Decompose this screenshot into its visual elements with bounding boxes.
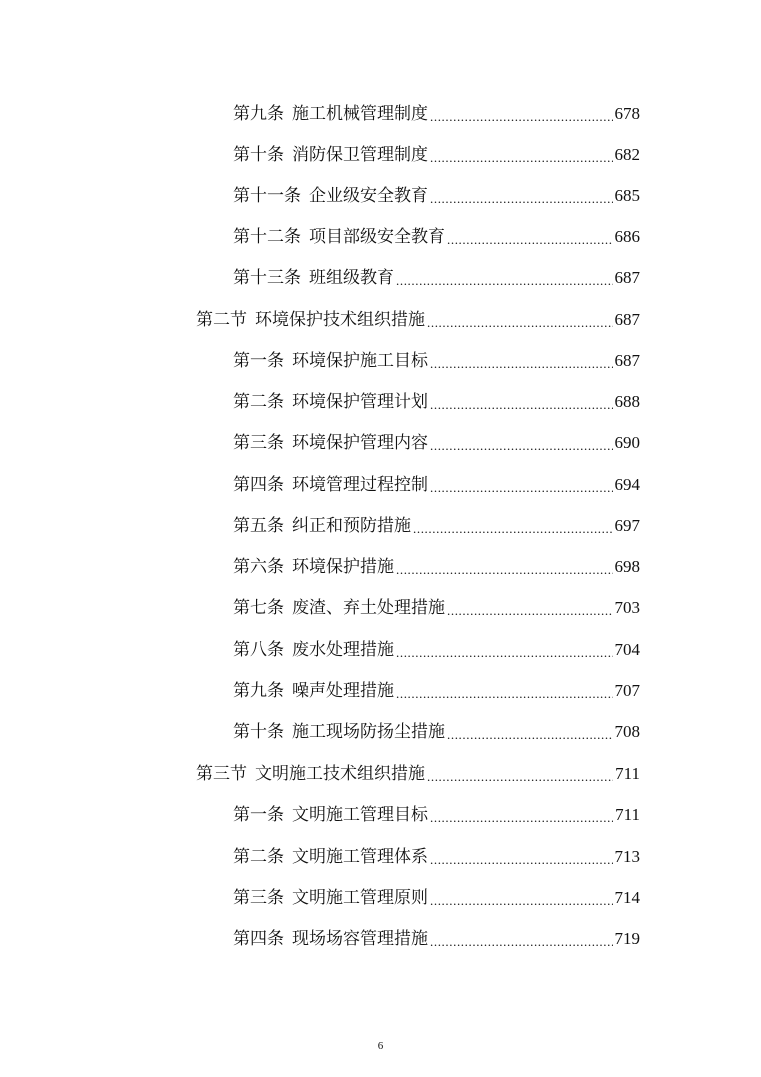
- toc-entry-page: 687: [614, 351, 640, 370]
- toc-entry-title: 文明施工管理原则: [292, 888, 428, 908]
- toc-entry[interactable]: [233, 259, 640, 289]
- toc-entry-title: 环境保护管理内容: [292, 433, 428, 453]
- toc-entry-page: 713: [614, 847, 640, 866]
- toc-entry-title: 环境保护管理计划: [292, 392, 428, 412]
- toc-entry[interactable]: [233, 136, 640, 166]
- toc-entry-number: 第八条: [233, 640, 284, 660]
- toc-entry-page: 697: [614, 516, 640, 535]
- toc-entry-page: 685: [614, 186, 640, 205]
- toc-entry-number: 第九条: [233, 104, 284, 124]
- toc-entry-title: 环境管理过程控制: [292, 475, 428, 495]
- toc-entry-number: 第一条: [233, 351, 284, 371]
- toc-entry-number: 第七条: [233, 598, 284, 618]
- toc-entry-number: 第四条: [233, 475, 284, 495]
- toc-entry-title: 文明施工管理体系: [292, 847, 428, 867]
- toc-entry[interactable]: [233, 177, 640, 207]
- toc-entry[interactable]: [233, 424, 640, 454]
- toc-entry-title: 企业级安全教育: [309, 186, 428, 206]
- dot-leader: [413, 515, 613, 537]
- dot-leader: [430, 185, 613, 207]
- toc-entry-title: 施工现场防扬尘措施: [292, 722, 445, 742]
- toc-section-entry[interactable]: [196, 301, 640, 331]
- dot-leader: [447, 226, 613, 248]
- toc-entry-title: 班组级教育: [309, 268, 394, 288]
- toc-entry-page: 682: [614, 145, 640, 164]
- dot-leader: [447, 597, 613, 619]
- toc-entry-title: 废渣、弃土处理措施: [292, 598, 445, 618]
- toc-entry-title: 环境保护技术组织措施: [255, 310, 425, 330]
- dot-leader: [430, 474, 613, 496]
- toc-entry[interactable]: [233, 548, 640, 578]
- toc-entry-page: 690: [614, 433, 640, 452]
- dot-leader: [430, 887, 613, 909]
- toc-entry-page: 678: [614, 104, 640, 123]
- dot-leader: [396, 267, 613, 289]
- toc-entry-page: 708: [614, 722, 640, 741]
- toc-entry-number: 第三节: [196, 764, 247, 784]
- toc-entry-number: 第三条: [233, 888, 284, 908]
- toc-entry-number: 第六条: [233, 557, 284, 577]
- toc-entry-page: 698: [614, 557, 640, 576]
- toc-entry-title: 噪声处理措施: [292, 681, 394, 701]
- toc-entry-page: 694: [614, 475, 640, 494]
- toc-entry[interactable]: [233, 466, 640, 496]
- toc-entry[interactable]: [233, 589, 640, 619]
- toc-entry-page: 704: [614, 640, 640, 659]
- toc-entry-number: 第十一条: [233, 186, 301, 206]
- toc-entry-number: 第二节: [196, 310, 247, 330]
- toc-entry-number: 第三条: [233, 433, 284, 453]
- dot-leader: [430, 350, 613, 372]
- toc-entry[interactable]: [233, 631, 640, 661]
- toc-entry[interactable]: [233, 672, 640, 702]
- dot-leader: [396, 680, 613, 702]
- toc-entry-title: 文明施工管理目标: [292, 805, 428, 825]
- toc-entry-number: 第五条: [233, 516, 284, 536]
- toc-entry-page: 687: [614, 310, 640, 329]
- toc-entry-title: 文明施工技术组织措施: [255, 764, 425, 784]
- dot-leader: [396, 556, 613, 578]
- toc-entry-title: 项目部级安全教育: [309, 227, 445, 247]
- toc-entry-number: 第九条: [233, 681, 284, 701]
- dot-leader: [430, 804, 613, 826]
- dot-leader: [427, 763, 613, 785]
- toc-entry-title: 废水处理措施: [292, 640, 394, 660]
- toc-entry-page: 703: [614, 598, 640, 617]
- toc-entry-page: 714: [614, 888, 640, 907]
- toc-entry-title: 施工机械管理制度: [292, 104, 428, 124]
- toc-entry-title: 环境保护措施: [292, 557, 394, 577]
- toc-entry-number: 第十条: [233, 145, 284, 165]
- toc-section-entry[interactable]: [196, 755, 640, 785]
- toc-entry[interactable]: [233, 383, 640, 413]
- dot-leader: [430, 103, 613, 125]
- dot-leader: [430, 846, 613, 868]
- toc-entry[interactable]: [233, 507, 640, 537]
- toc-entry-page: 688: [614, 392, 640, 411]
- toc-entry-number: 第四条: [233, 929, 284, 949]
- toc-entry-page: 687: [614, 268, 640, 287]
- toc-entry[interactable]: [233, 95, 640, 125]
- toc-entry-page: 686: [614, 227, 640, 246]
- toc-entry[interactable]: [233, 879, 640, 909]
- toc-entry-number: 第二条: [233, 847, 284, 867]
- toc-entry[interactable]: [233, 218, 640, 248]
- dot-leader: [396, 639, 613, 661]
- toc-entry-number: 第二条: [233, 392, 284, 412]
- toc-entry-number: 第十二条: [233, 227, 301, 247]
- toc-entry-number: 第十三条: [233, 268, 301, 288]
- dot-leader: [430, 144, 613, 166]
- toc-entry[interactable]: [233, 796, 640, 826]
- dot-leader: [430, 391, 613, 413]
- toc-entry[interactable]: [233, 920, 640, 950]
- toc-entry-page: 711: [615, 805, 640, 824]
- dot-leader: [447, 721, 613, 743]
- toc-entry[interactable]: [233, 342, 640, 372]
- toc-entry-number: 第十条: [233, 722, 284, 742]
- toc-entry-number: 第一条: [233, 805, 284, 825]
- toc-entry-page: 707: [614, 681, 640, 700]
- toc-entry-page: 719: [614, 929, 640, 948]
- dot-leader: [430, 928, 613, 950]
- dot-leader: [427, 309, 613, 331]
- toc-entry-title: 消防保卫管理制度: [292, 145, 428, 165]
- toc-entry[interactable]: [233, 838, 640, 868]
- toc-entry-title: 环境保护施工目标: [292, 351, 428, 371]
- toc-entry-page: 711: [615, 764, 640, 783]
- dot-leader: [430, 432, 613, 454]
- page-number: 6: [377, 1040, 384, 1052]
- toc-entry[interactable]: [233, 713, 640, 743]
- toc-entry-title: 纠正和预防措施: [292, 516, 411, 536]
- toc-entry-title: 现场场容管理措施: [292, 929, 428, 949]
